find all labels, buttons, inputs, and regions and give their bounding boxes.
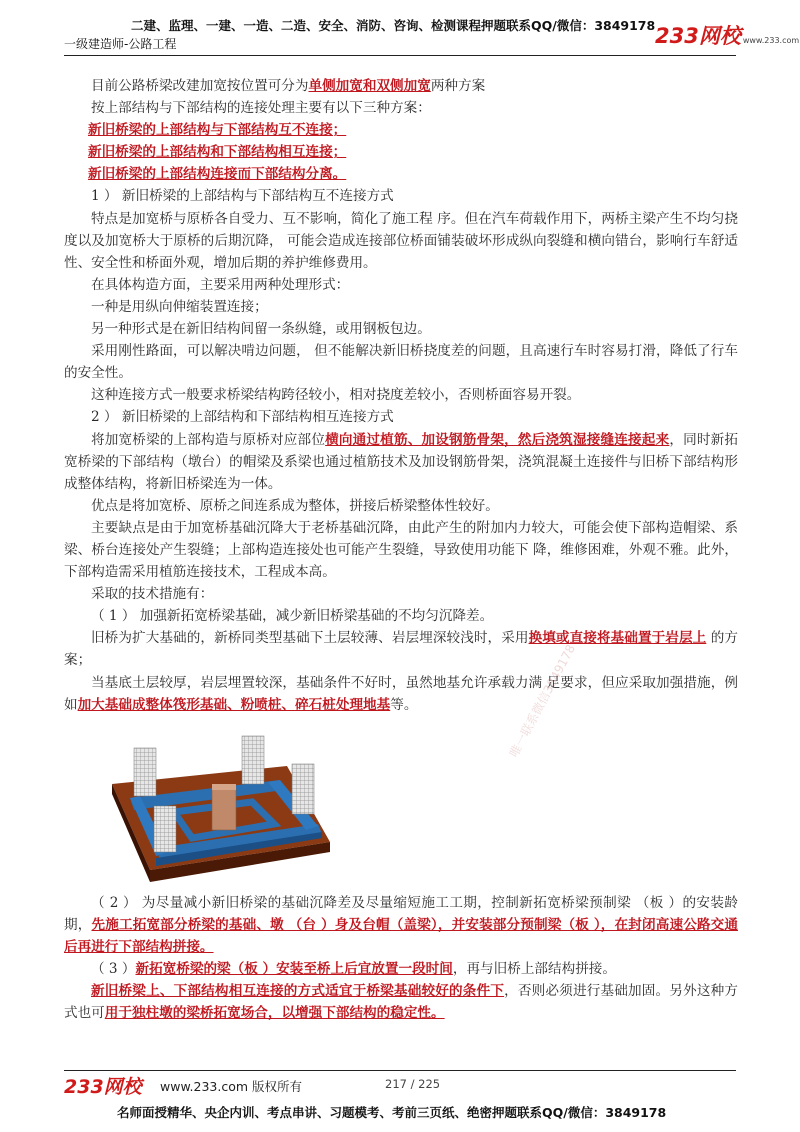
highlight-text: 用于独柱墩的梁桥拓宽场合，以增强下部结构的稳定性。 <box>104 1005 445 1022</box>
text-run: ，同时新拓宽桥梁的下部结构（墩台）的帽梁及系梁也通过植筋技术及加设钢筋骨架，浇筑混凝土连接件与旧桥下部结构形成整体结构，将新旧桥梁连为一体。 <box>64 431 739 492</box>
heading-method-2: 2 ） 新旧桥梁的上部结构和下部结构相互连接方式 <box>91 409 394 426</box>
text-run: （ 2 ） 为尽量减小新旧桥梁的基础沉降差及尽量缩短施工工期，控制新拓宽桥梁预制梁 （板 ）的安装龄期， <box>64 894 738 933</box>
highlight-text: 换填或直接将基础置于岩层上 <box>528 630 707 647</box>
scheme-3 <box>64 163 738 185</box>
paragraph-span: 这种连接方式一般要求桥梁结构跨径较小，相对挠度差较小，否则桥面容易开裂。 <box>91 387 581 404</box>
paragraph-intro <box>64 75 738 97</box>
highlight-text: 新旧桥梁的上部结构连接而下部结构分离。 <box>88 166 347 183</box>
text-run: 目前公路桥梁改建加宽按位置可分为 <box>91 78 309 94</box>
paragraph-schemes: 按上部结构与下部结构的连接处理主要有以下三种方案： <box>91 100 431 117</box>
text-run: ，再与旧桥上部结构拼接。 <box>452 961 616 977</box>
text-run: 将加宽桥梁的上部构造与原桥对应部位 <box>91 431 326 448</box>
header-logo-text: 233网校 <box>655 24 741 48</box>
paragraph-soil <box>64 672 738 716</box>
text-run: （ 3 ） <box>91 961 136 977</box>
text-run: 当基底土层较厚，岩层埋置较深，基础条件不好时，虽然地基允许承载力满 足要求，但应采取加强措施，例如 <box>64 674 738 713</box>
foundation-figure <box>92 720 392 886</box>
header-logo <box>655 20 799 50</box>
paragraph-measure-1: （ 1 ） 加强新拓宽桥梁基础，减少新旧桥梁基础的不均匀沉降差。 <box>91 608 494 625</box>
footer-divider <box>64 1070 736 1071</box>
paragraph-advantage: 优点是将加宽桥、原桥之间连系成为整体，拼接后桥梁整体性较好。 <box>91 497 499 514</box>
concrete-pier <box>212 788 236 830</box>
text-run: 旧桥为扩大基础的，新桥同类型基础下土层较薄、岩层埋深较浅时，采用 <box>91 630 529 647</box>
paragraph-rigid: 采用刚性路面，可以解决啃边问题， 但不能解决新旧桥挠度差的问题，且高速行车时容易打滑，降低了行车的安全性。 <box>64 343 738 382</box>
header-logo-url: www.233.com <box>742 36 800 45</box>
pillar-front-left <box>154 806 176 852</box>
pillar-front-right <box>292 764 314 814</box>
paragraph-measures: 采取的技术措施有： <box>91 586 214 603</box>
watermark: 唯一联系微信3849178 <box>506 642 579 760</box>
paragraph-construction: 在具体构造方面，主要采用两种处理形式： <box>91 276 350 293</box>
concrete-pier-top <box>212 784 236 790</box>
paragraph-measure-3 <box>64 958 738 980</box>
document-body <box>64 75 738 1024</box>
pillar-back-left <box>134 748 156 796</box>
footer-site: www.233.com 版权所有 <box>160 1079 302 1094</box>
paragraph-features: 特点是加宽桥与原桥各自受力、互不影响，简化了施工程 序。但在汽车荷载作用下，两桥主梁产生不均匀挠度以及加宽桥大于原桥的后期沉降， 可能会造成连接部位桥面铺装破坏形成纵向裂缝和横向错台，影响行车舒适性、安全性和桥面外观，增加后期的养护维修费用。 <box>64 210 738 271</box>
highlight-text: 先施工拓宽部分桥梁的基础、墩 （台 ）身及台帽（盖梁），并安装部分预制梁（板 ），在封闭高速公路交通后再进行下部结构拼接。 <box>64 916 738 955</box>
highlight-text: 新旧桥梁的上部结构和下部结构相互连接； <box>88 144 347 161</box>
paragraph-form-2: 另一种形式是在新旧结构间留一条纵缝，或用钢板包边。 <box>91 321 431 338</box>
page-number: 217 / 225 <box>385 1077 441 1091</box>
scheme-2 <box>64 141 738 163</box>
paragraph-disadvantage: 主要缺点是由于加宽桥基础沉降大于老桥基础沉降，由此产生的附加内力较大，可能会使下部构造帽梁、系梁、桥台连接处产生裂缝；上部构造连接处也可能产生裂缝，导致使用功能下 降，维修困难，外观不雅。此外，下部构造需采用植筋连接技术，工程成本高。 <box>64 519 738 581</box>
highlight-text: 新拓宽桥梁的梁（板 ）安装至桥上后宜放置一段时间 <box>135 961 453 977</box>
header-promo: 二建、监理、一建、一造、二造、安全、消防、咨询、检测课程押题联系QQ/微信：3849178 <box>131 18 656 33</box>
header-divider <box>64 55 736 56</box>
scheme-1 <box>64 119 738 141</box>
highlight-text: 横向通过植筋、加设钢筋骨架，然后浇筑湿接缝连接起来 <box>325 431 670 448</box>
paragraph-connection <box>64 429 738 495</box>
text-run: 两种方案 <box>430 78 486 94</box>
highlight-text: 新旧桥梁的上部结构与下部结构互不连接； <box>88 122 347 139</box>
header-subtitle: 一级建造师-公路工程 <box>64 37 177 51</box>
text-run: ，否则必须进行基础加固。另外这种方式也可 <box>64 983 739 1022</box>
paragraph-form-1: 一种是用纵向伸缩装置连接； <box>91 298 268 315</box>
heading-method-1: 1 ） 新旧桥梁的上部结构与下部结构互不连接方式 <box>91 188 394 205</box>
paragraph-old-bridge <box>64 627 738 671</box>
footer-logo: 233网校 <box>64 1076 142 1098</box>
highlight-text: 单侧加宽和双侧加宽 <box>308 78 431 94</box>
highlight-text: 加大基础成整体筏形基础、粉喷桩、碎石桩处理地基 <box>77 696 391 713</box>
paragraph-measure-2 <box>64 892 738 958</box>
pillar-back-right <box>242 736 264 784</box>
text-run: 等。 <box>390 696 418 713</box>
foundation-illustration <box>92 720 392 886</box>
paragraph-conclusion <box>64 980 738 1024</box>
footer-promo: 名师面授精华、央企内训、考点串讲、习题模考、考前三页纸、绝密押题联系QQ/微信：3849178 <box>117 1105 667 1120</box>
text-run: 的方案； <box>64 630 738 669</box>
highlight-text: 新旧桥梁上、下部结构相互连接的方式适宜于桥梁基础较好的条件下 <box>91 983 505 1000</box>
